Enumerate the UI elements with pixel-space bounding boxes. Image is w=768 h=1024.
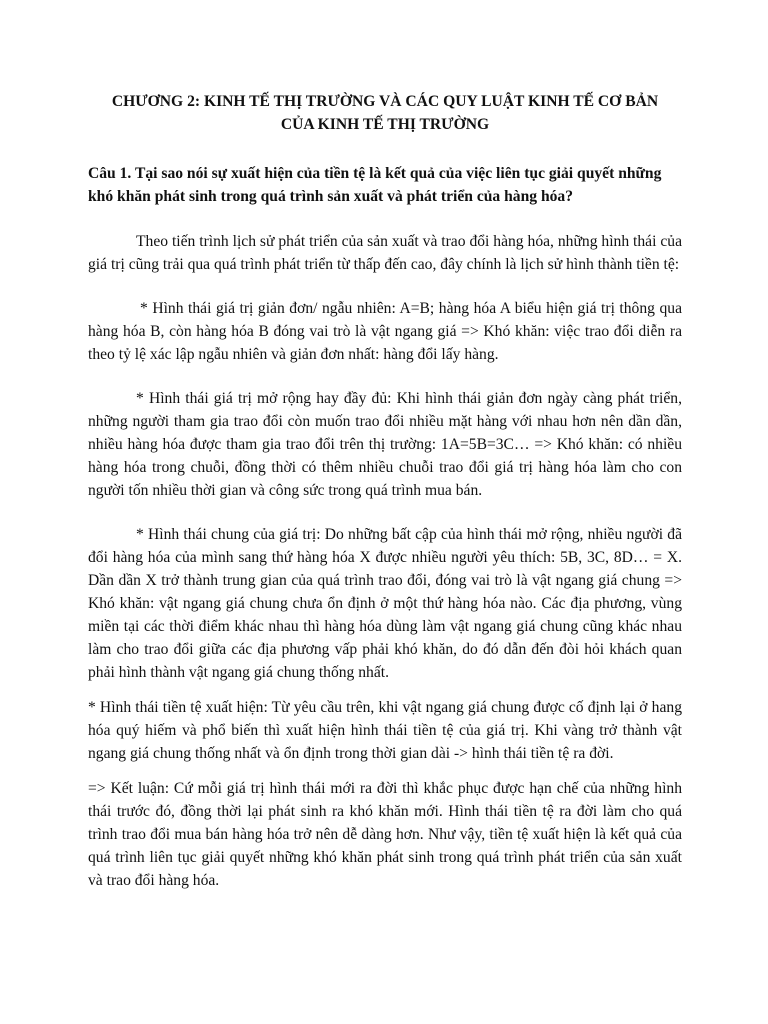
chapter-title-line-2: CỦA KINH TẾ THỊ TRƯỜNG <box>280 116 490 133</box>
chapter-title-line-1: CHƯƠNG 2: KINH TẾ THỊ TRƯỜNG VÀ CÁC QUY LUẬT KINH TẾ CƠ BẢN <box>111 93 659 110</box>
document-page <box>88 90 682 913</box>
paragraph-money-form: * Hình thái tiền tệ xuất hiện: Từ yêu cầu trên, khi vật ngang giá chung được cố định lại ở hang hóa quý hiếm và phổ biến thì xuất hiện hình thái tiền tệ của giá trị. Khi vàng trở thành vật ngang giá chung thống nhất và ổn định trong thời gian dài -> hình thái tiền tệ ra đời. <box>88 699 682 762</box>
paragraph-expanded-form: * Hình thái giá trị mở rộng hay đầy đủ: Khi hình thái giản đơn ngày càng phát triển, những người tham gia trao đổi còn muốn trao đổi nhiều mặt hàng với nhau hơn nên dần dần, nhiều hàng hóa được tham gia trao đổi trên thị trường: 1A=5B=3C… => Khó khăn: có nhiều hàng hóa trong chuỗi, đồng thời có thêm nhiều chuỗi trao đổi giá trị hàng hóa làm cho con người tốn nhiều thời gian và công sức trong quá trình mua bán. <box>88 390 682 499</box>
paragraph-conclusion: => Kết luận: Cứ mỗi giá trị hình thái mới ra đời thì khắc phục được hạn chế của những hình thái trước đó, đồng thời lại phát sinh ra khó khăn mới. Hình thái tiền tệ ra đời làm cho quá trình trao đổi mua bán hàng hóa trở nên dễ dàng hơn. Như vậy, tiền tệ xuất hiện là kết quả của quá trình liên tục giải quyết những khó khăn phát sinh trong quá trình phát triển của sản xuất và trao đổi hàng hóa. <box>88 780 682 889</box>
intro-paragraph: Theo tiến trình lịch sử phát triển của sản xuất và trao đổi hàng hóa, những hình thái của giá trị cũng trải qua quá trình phát triển từ thấp đến cao, đây chính là lịch sử hình thành tiền tệ: <box>88 233 682 273</box>
paragraph-general-form: * Hình thái chung của giá trị: Do những bất cập của hình thái mở rộng, nhiều người đã đổi hàng hóa của mình sang thứ hàng hóa X được nhiều người yêu thích: 5B, 3C, 8D… = X. Dần dần X trở thành trung gian của quá trình trao đổi, đóng vai trò là vật ngang giá chung => Khó khăn: vật ngang giá chung chưa ổn định ở một thứ hàng hóa nào. Các địa phương, vùng miền tại các thời điểm khác nhau thì hàng hóa dùng làm vật ngang giá chung cũng khác nhau làm cho trao đổi giữa các địa phương vấp phải khó khăn, do đó dẫn đến đòi hỏi khách quan phải hình thành vật ngang giá chung thống nhất. <box>88 526 682 681</box>
question-heading: Câu 1. Tại sao nói sự xuất hiện của tiền tệ là kết quả của việc liên tục giải quyết những khó khăn phát sinh trong quá trình sản xuất và phát triển của hàng hóa? <box>88 165 662 205</box>
paragraph-simple-form: * Hình thái giá trị giản đơn/ ngẫu nhiên: A=B; hàng hóa A biểu hiện giá trị thông qua hàng hóa B, còn hàng hóa B đóng vai trò là vật ngang giá => Khó khăn: việc trao đổi diễn ra theo tỷ lệ xác lập ngẫu nhiên và giản đơn nhất: hàng đổi lấy hàng. <box>88 300 682 363</box>
chapter-title <box>88 90 682 136</box>
